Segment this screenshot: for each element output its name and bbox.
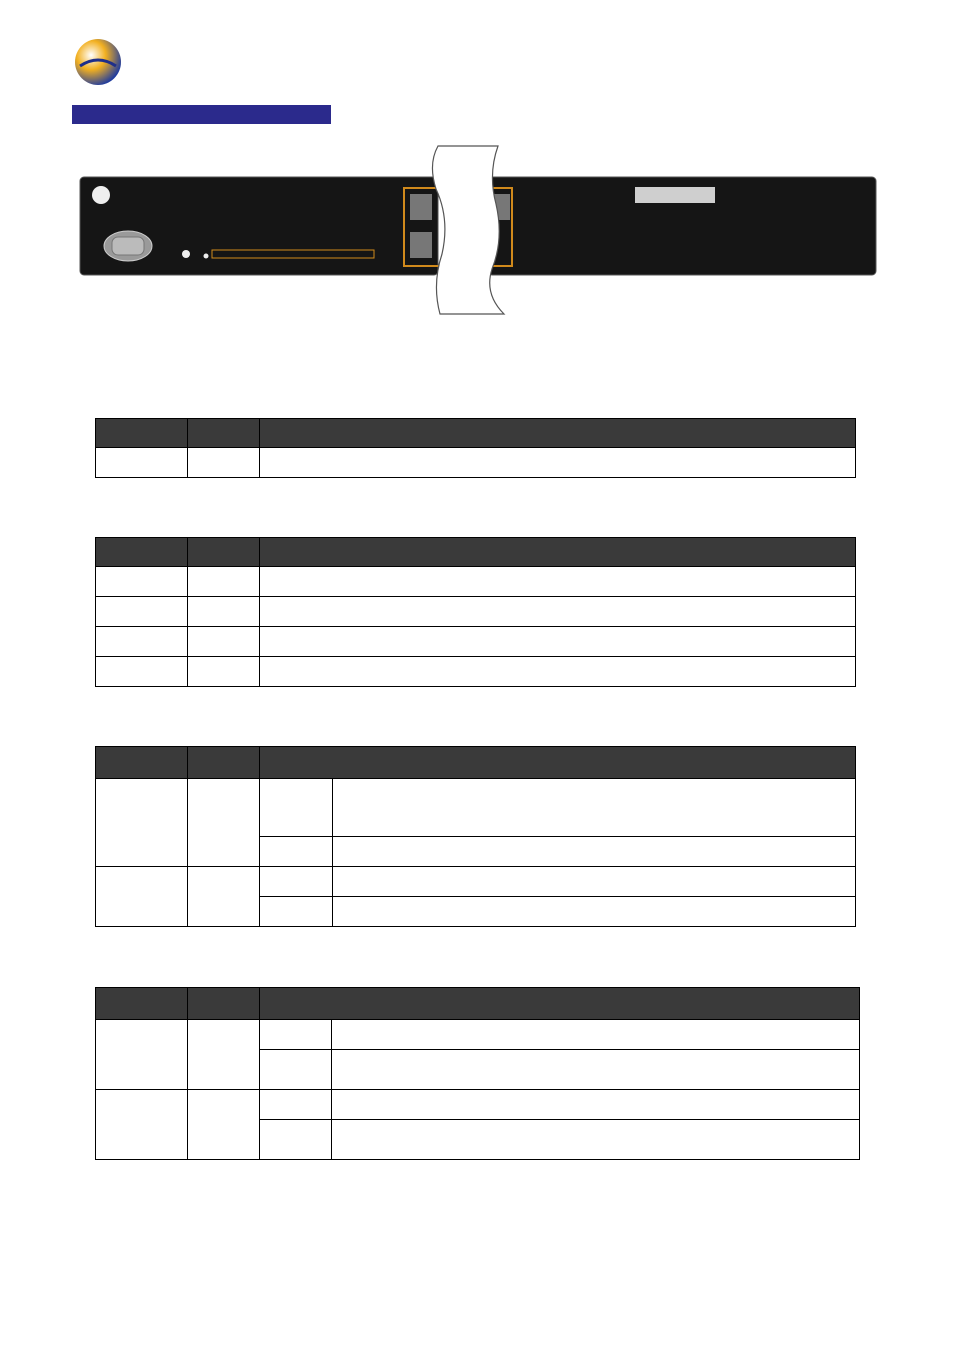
description-cell <box>260 627 856 657</box>
description-cell <box>332 1120 860 1160</box>
globe-icon <box>72 36 124 88</box>
table-row <box>96 867 856 897</box>
description-cell <box>332 1020 860 1050</box>
table-row <box>96 448 856 478</box>
description-cell <box>260 657 856 687</box>
table-header-row <box>96 419 856 448</box>
section-header-bar <box>72 105 331 124</box>
system-led-table <box>95 418 856 478</box>
table-row <box>96 627 856 657</box>
description-cell <box>333 837 856 867</box>
description-cell <box>333 867 856 897</box>
table-row <box>96 567 856 597</box>
planet-logo <box>72 36 272 92</box>
alert-led-table <box>95 537 856 687</box>
switch-front-panel-image <box>78 144 878 316</box>
table-row <box>96 1090 860 1120</box>
description-cell <box>260 567 856 597</box>
description-cell <box>332 1050 860 1090</box>
table-row <box>96 1020 860 1050</box>
table-header-row <box>96 988 860 1020</box>
description-cell <box>260 448 856 478</box>
table-row <box>96 597 856 627</box>
table-row <box>96 779 856 837</box>
sfp-port-led-table <box>95 987 860 1160</box>
description-cell <box>332 1090 860 1120</box>
table-header-row <box>96 747 856 779</box>
table-header-row <box>96 538 856 567</box>
description-cell <box>333 779 856 837</box>
description-cell <box>333 897 856 927</box>
description-cell <box>260 597 856 627</box>
poe-port-led-table <box>95 746 856 927</box>
table-row <box>96 657 856 687</box>
